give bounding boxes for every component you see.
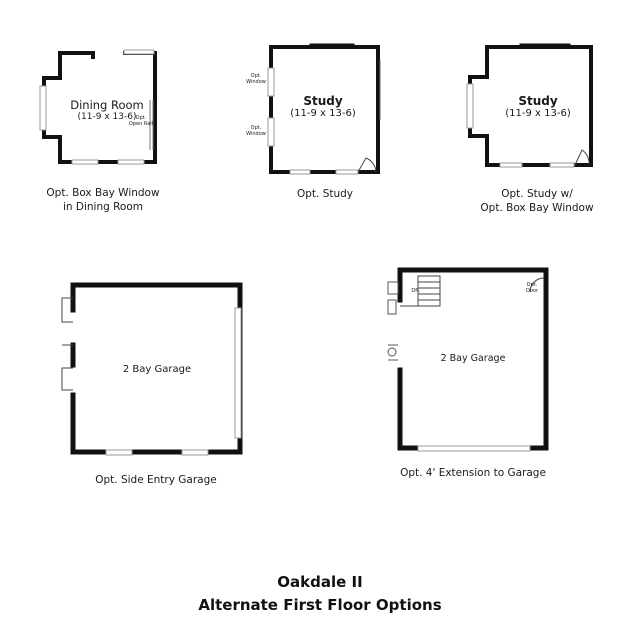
plan-subtitle: Alternate First Floor Options — [198, 596, 442, 614]
dining-caption-2: in Dining Room — [62, 201, 144, 213]
study-door-swing — [358, 158, 376, 172]
ext-garage-door-note-1: Opt. — [526, 282, 538, 288]
study-bay-caption-1: Opt. Study w/ — [501, 188, 573, 200]
study-window-note-4: Window — [246, 131, 266, 137]
study-window-note-1: Opt. — [250, 73, 262, 79]
dining-room-name: Dining Room — [70, 98, 144, 112]
plan-title: Oakdale II — [277, 573, 363, 591]
ext-garage-wall-main — [400, 370, 418, 448]
side-garage-caption: Opt. Side Entry Garage — [95, 474, 217, 486]
study-room-name: Study — [303, 94, 343, 108]
dining-opt-note-2: Open Rail — [128, 121, 154, 127]
study-bay-caption-2: Opt. Box Bay Window — [480, 202, 594, 214]
dining-opt-note-1: Opt. — [135, 115, 147, 121]
side-garage-doors — [106, 308, 241, 455]
side-garage-room-name: 2 Bay Garage — [122, 364, 192, 375]
ext-garage-caption: Opt. 4' Extension to Garage — [400, 467, 546, 479]
study-bay-room-name: Study — [518, 94, 558, 108]
study-bay-room-dims: (11-9 x 13-6) — [505, 108, 571, 119]
dining-wall-top-left — [44, 53, 93, 78]
dining-caption-1: Opt. Box Bay Window — [46, 187, 160, 199]
study-caption: Opt. Study — [296, 188, 354, 200]
ext-garage-room-name: 2 Bay Garage — [440, 353, 506, 364]
study-window-note-2: Window — [246, 79, 266, 85]
study-bay-door-swing — [575, 150, 589, 165]
ext-garage-left-fixtures — [388, 282, 398, 360]
ext-garage-overhead-door — [418, 446, 530, 451]
dining-room-dims: (11-9 x 13-6) — [77, 112, 137, 122]
study-room-dims: (11-9 x 13-6) — [290, 108, 356, 119]
ext-garage-dn-note: DN. — [411, 288, 421, 294]
ext-garage-door-note-2: Door — [525, 288, 539, 294]
study-window-note-3: Opt. — [250, 125, 262, 131]
